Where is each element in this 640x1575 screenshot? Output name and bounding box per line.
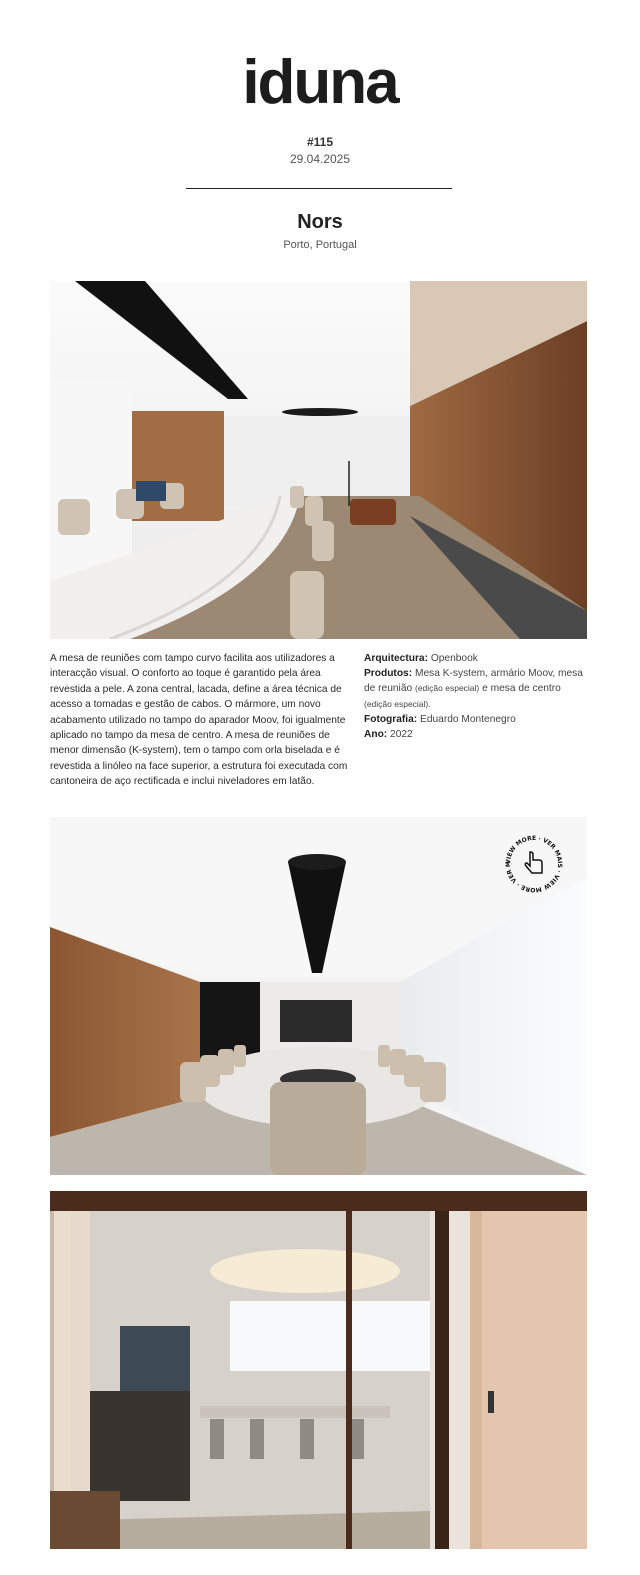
project-credits <box>364 651 586 742</box>
project-description: A mesa de reuniões com tampo curvo facilita aos utilizadores a interacção visual. O conforto ao toque é garantido pela área revestida a pele. A zona central, lacada, define a área técnica de acesso a tomadas e gestão de cabos. O mármore, um novo acabamento utilizado no tampo do aparador Moov, foi igualmente aplicado no tampo da mesa de centro. A mesa de reuniões de menor dimensão (K-system), tem o tampo com orla biselada e é revestida a linóleo na face superior, a estrutura foi executada com cantoneira de aço rectificada e inclui niveladores em latão. <box>50 653 348 788</box>
credit-products-value-2: e mesa de centro <box>482 683 561 695</box>
divider <box>186 188 452 189</box>
view-more-badge[interactable] <box>504 834 564 894</box>
credit-products-note-2: (edição especial). <box>364 698 431 709</box>
project-title: Nors <box>297 211 343 233</box>
issue-number: #115 <box>306 135 334 149</box>
project-location: Porto, Portugal <box>283 239 357 251</box>
credit-year-value: 2022 <box>390 729 413 741</box>
credit-products-value: Mesa K-system, armário Moov, mesa de reunião <box>364 668 583 695</box>
badge-text: VIEW MORE · VER MAIS · VIEW MORE · VER M <box>504 834 564 894</box>
credit-architecture-label: Arquitectura: <box>364 653 428 664</box>
credit-products-note: (edição especial) <box>415 683 480 694</box>
credit-architecture-value: Openbook <box>430 653 478 664</box>
issue-date: 29.04.2025 <box>289 152 351 166</box>
project-photo-3[interactable] <box>50 1191 587 1549</box>
site-logo[interactable]: iduna <box>242 48 398 117</box>
svg-text:VIEW MORE · VER MAIS · VIEW MO <box>504 834 563 893</box>
hand-pointer-icon <box>525 852 542 873</box>
credit-photography-value: Eduardo Montenegro <box>420 713 516 725</box>
credit-photography-label: Fotografia: <box>364 713 418 725</box>
project-photo-1[interactable] <box>50 281 587 639</box>
credit-products-label: Produtos: <box>364 668 413 680</box>
credit-year-label: Ano: <box>364 729 388 741</box>
